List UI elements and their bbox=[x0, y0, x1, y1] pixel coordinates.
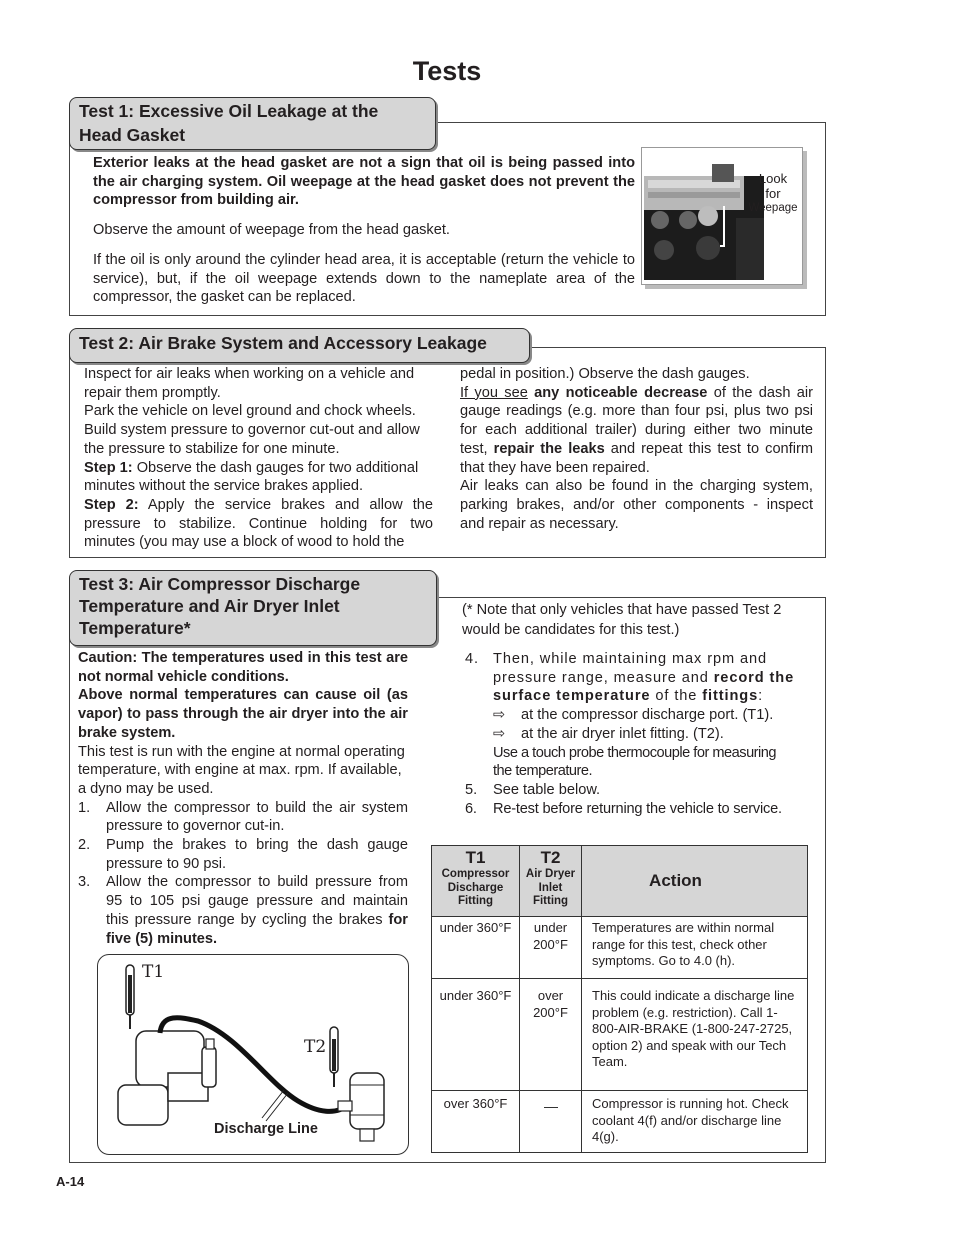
row2-action: This could indicate a discharge line problem (e.g. restriction). Call 1-800-AIR-BRAKE (1-800-247-2725, option 2) and speak with our Tech Team. bbox=[582, 979, 808, 1091]
compressor-photo-icon bbox=[642, 148, 802, 284]
table-row bbox=[432, 1091, 808, 1153]
test1-bold-note: Exterior leaks at the head gasket are not a sign that oil is being passed into the air charging system. Oil weepage at the head gasket does not prevent the compressor from building air. bbox=[93, 155, 635, 208]
arrow-icon: ⇨ bbox=[493, 725, 506, 742]
diagram-t2-label: T2 bbox=[304, 1037, 327, 1057]
row1-t2: under 200°F bbox=[520, 917, 582, 979]
discharge-diagram bbox=[97, 954, 409, 1155]
test2-heading: Test 2: Air Brake System and Accessory Leakage bbox=[69, 328, 530, 363]
t1-header: T1 Compressor Discharge Fitting bbox=[432, 846, 520, 917]
row3-t1: over 360°F bbox=[432, 1091, 520, 1153]
row3-t2-dash bbox=[544, 1107, 558, 1108]
row2-t1: under 360°F bbox=[432, 979, 520, 1091]
t2-header: T2 Air Dryer Inlet Fitting bbox=[520, 846, 582, 917]
table-row bbox=[432, 979, 808, 1091]
test3-left-column: Caution: The temperatures used in this test are not normal vehicle conditions. Above normal temperatures can cause oil (as vapor) to pass through the air dryer into the air brake system. This test is run with the engine at normal operating temperature, with engine at max. rpm. If available, a dyno may be used. 1. Allow the compressor to build the air system pressure to governor cut-in. 2. Pump the brakes to bring the dash gauge pressure to 90 psi. 3. Allow the compressor to build pressure from 95 to 105 psi gauge pressure and maintain this pressure range by cycling the brakes for five (5) minutes. bbox=[78, 650, 408, 947]
test1-heading: Test 1: Excessive Oil Leakage at the Head Gasket bbox=[69, 97, 436, 150]
discharge-line-label: Discharge Line bbox=[214, 1121, 318, 1137]
table-row bbox=[432, 917, 808, 979]
page-title: Tests bbox=[412, 56, 482, 86]
test3-right-steps: 4. Then, while maintaining max rpm and pressure range, measure and record the surface temperature of the fittings: ⇨ at the compressor discharge port. (T1). ⇨ at the air dryer inlet fitting. (T2). Use a touch probe thermocouple for measuring the temperature. 5. See table below. 6. Re-test before returning the vehicle to service. bbox=[465, 651, 795, 817]
test3-note: (* Note that only vehicles that have passed Test 2 would be candidates for this test.) bbox=[462, 602, 782, 638]
temperature-action-table bbox=[431, 845, 808, 1153]
row3-t2 bbox=[520, 1091, 582, 1153]
test3-heading: Test 3: Air Compressor Discharge Temperature and Air Dryer Inlet Temperature* bbox=[69, 570, 437, 646]
diagram-t1-label: T1 bbox=[142, 962, 165, 982]
table-header-row bbox=[432, 846, 808, 917]
test1-para1: Observe the amount of weepage from the head gasket. bbox=[93, 222, 450, 238]
row2-t2: over 200°F bbox=[520, 979, 582, 1091]
test1-para2: If the oil is only around the cylinder head area, it is acceptable (return the vehicle to service), but, if the oil weepage extends down to the nameplate area of the compressor, the gasket can be replaced. bbox=[93, 252, 635, 306]
row1-t1: under 360°F bbox=[432, 917, 520, 979]
head-gasket-photo bbox=[641, 147, 803, 285]
test2-right-column: pedal in position.) Observe the dash gauges. If you see any noticeable decrease of the dash air gauge readings (e.g. more than four psi, plus two psi for each additional trailer) during either two minute test, repair the leaks and repeat this test to confirm that they have been repaired. Air leaks can also be found in the charging system, parking brakes, and/or other components - inspect and repair as necessary. bbox=[460, 366, 813, 532]
row1-action: Temperatures are within normal range for this test, check other symptoms. Go to 4.0 (h). bbox=[582, 917, 808, 979]
action-header: Action bbox=[582, 846, 808, 917]
test2-left-column: Inspect for air leaks when working on a vehicle and repair them promptly. Park the vehicle on level ground and chock wheels. Build system pressure to governor cut-out and allow the pressure to stabilize for one minute. Step 1: Observe the dash gauges for two additional minutes without the service brakes applied. Step 2: Apply the service brakes and allow the pressure to stabilize. Continue holding for two minutes (you may use a block of wood to hold the bbox=[84, 366, 434, 551]
page-number: A-14 bbox=[56, 1174, 85, 1189]
row3-action: Compressor is running hot. Check coolant 4(f) and/or discharge line 4(g). bbox=[582, 1091, 808, 1153]
photo-label: Look for Weepage bbox=[748, 171, 798, 214]
arrow-icon: ⇨ bbox=[493, 707, 506, 724]
